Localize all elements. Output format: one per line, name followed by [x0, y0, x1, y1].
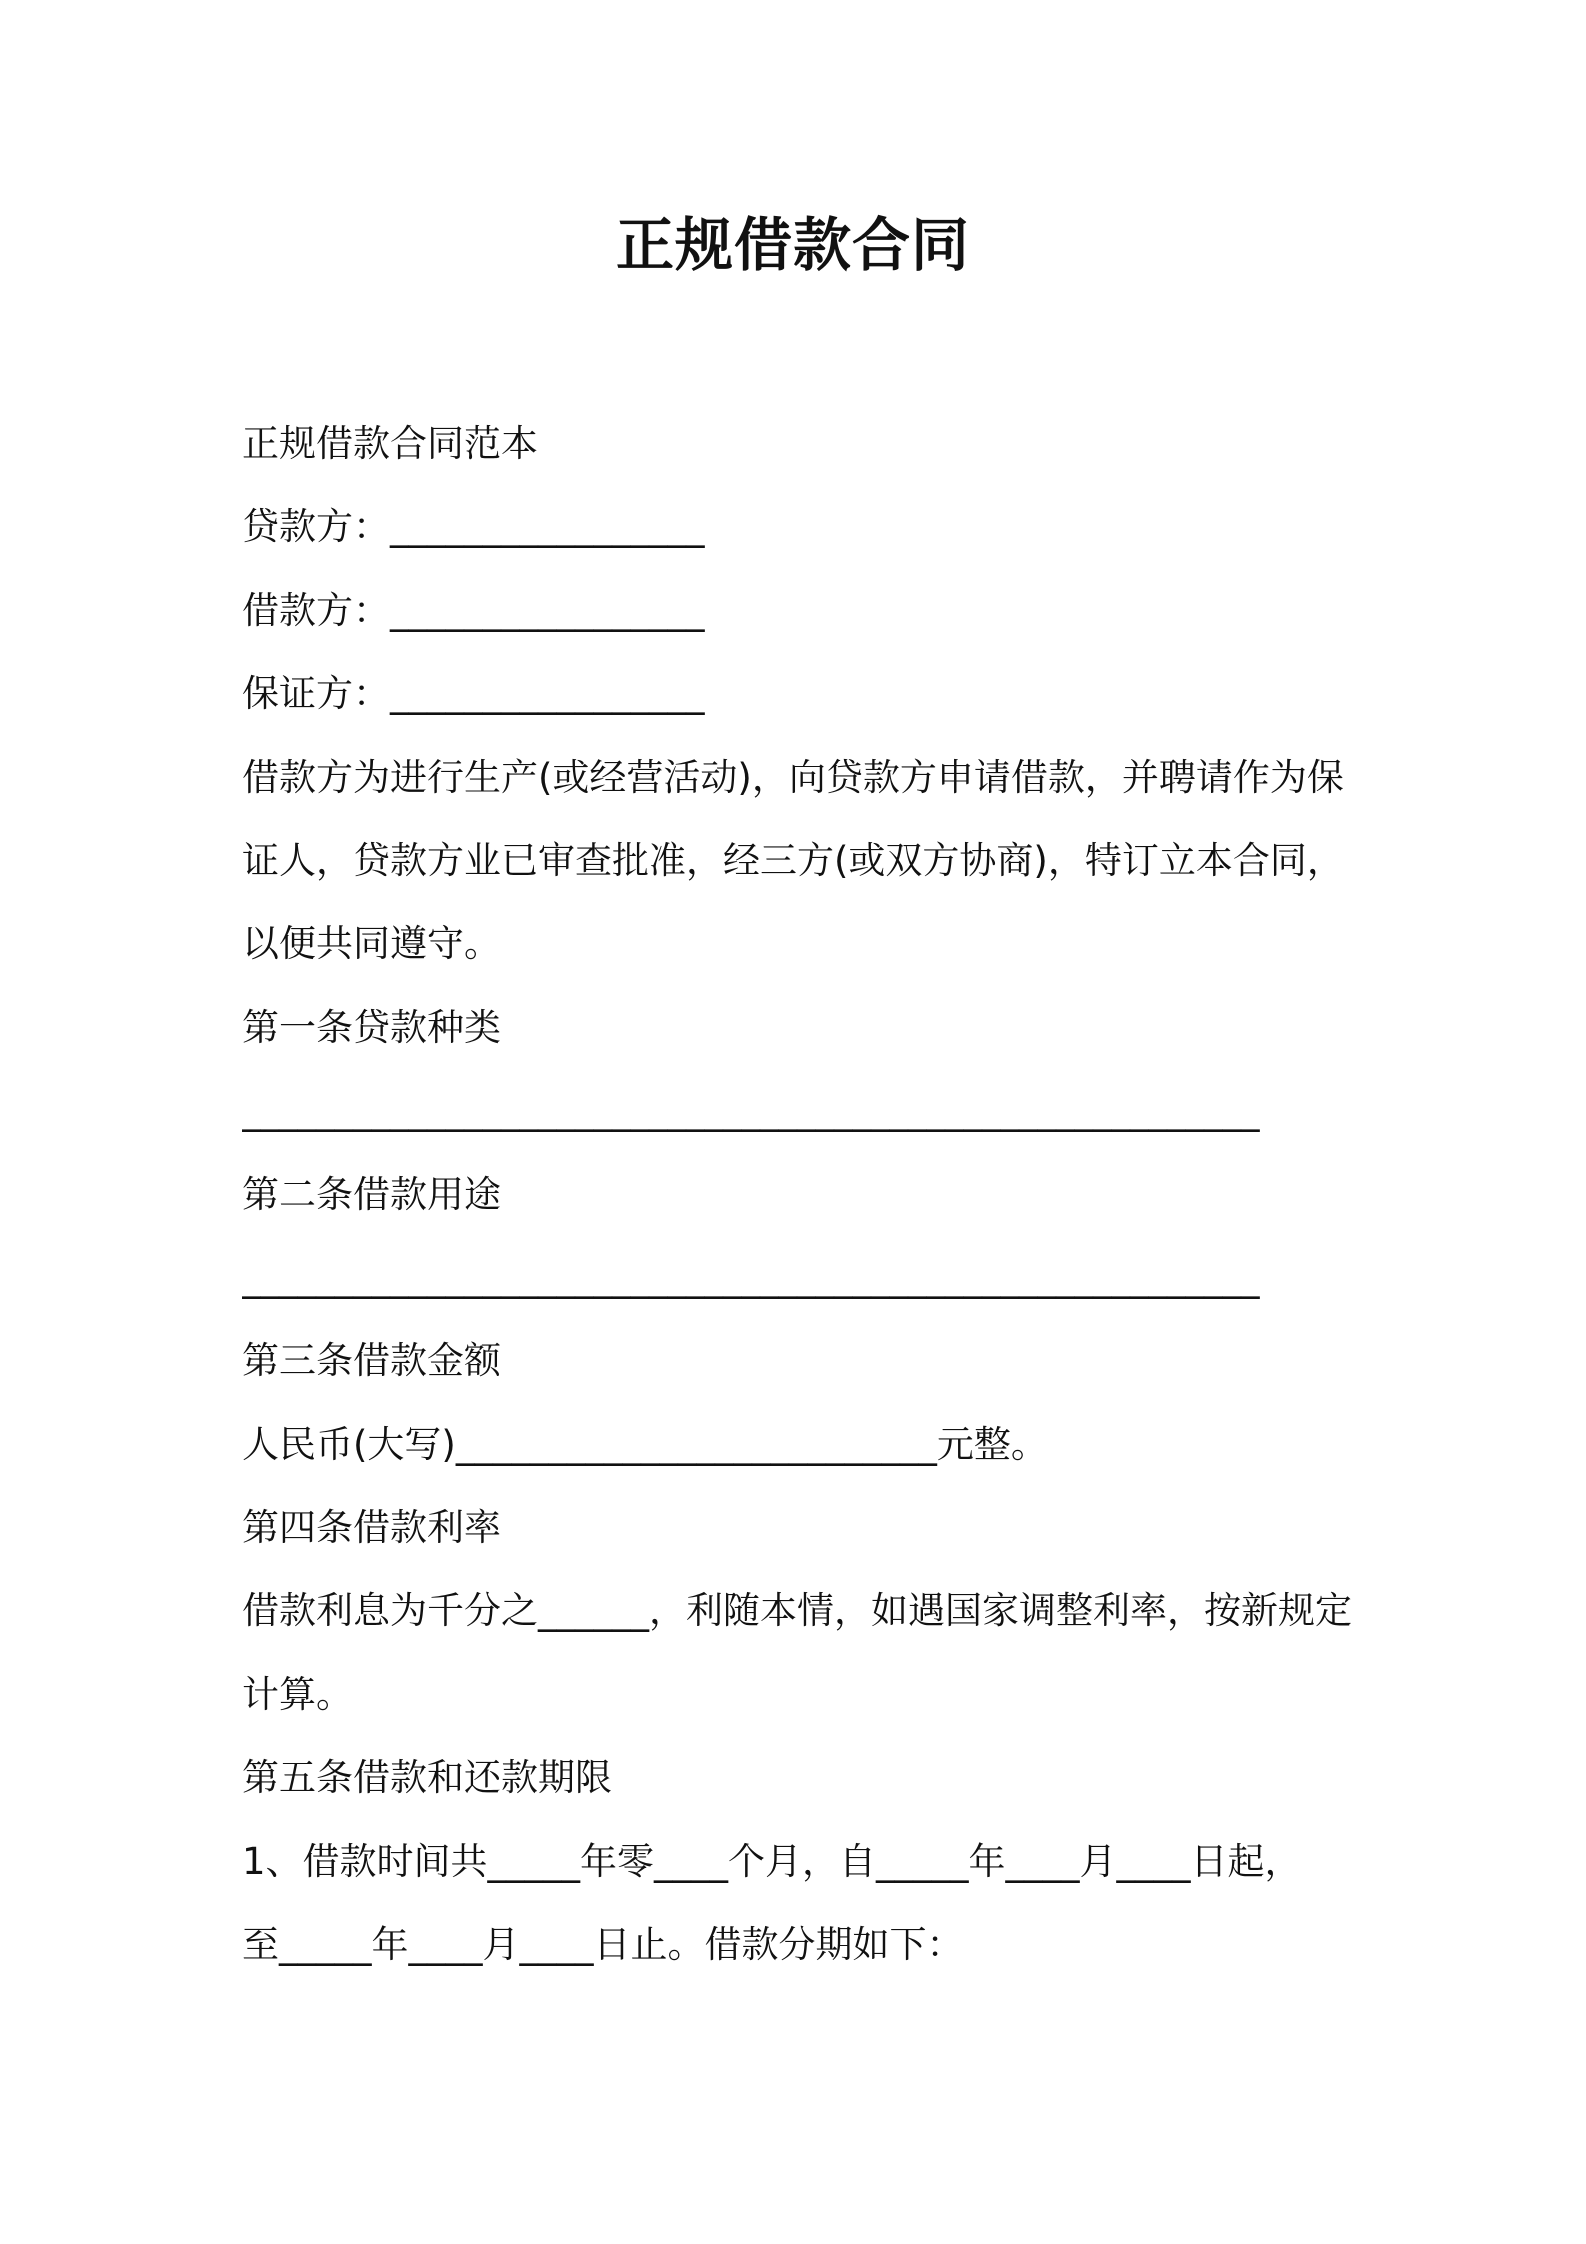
term-line-1: 1、借款时间共_____年零____个月，自_____年____月____日起，	[242, 1839, 1302, 1883]
term-line-2: 至_____年____月____日止。借款分期如下：	[242, 1923, 964, 1967]
document-title: 正规借款合同	[615, 211, 970, 279]
article-1-blank: _______________________________________________________	[242, 1089, 1260, 1133]
article-2-heading: 第二条借款用途	[242, 1172, 501, 1216]
borrower-field: 借款方：_________________	[242, 588, 705, 632]
template-subtitle: 正规借款合同范本	[242, 422, 538, 465]
interest-line-2: 计算。	[242, 1672, 353, 1716]
preamble-line-1: 借款方为进行生产(或经营活动)，向贷款方申请借款，并聘请作为保	[242, 755, 1344, 799]
article-5-heading: 第五条借款和还款期限	[242, 1756, 612, 1800]
guarantor-field: 保证方：_________________	[242, 672, 705, 716]
loan-amount-line: 人民币(大写)__________________________元整。	[242, 1422, 1048, 1466]
article-2-blank: _______________________________________________________	[242, 1255, 1260, 1299]
preamble-line-3: 以便共同遵守。	[242, 922, 501, 966]
article-3-heading: 第三条借款金额	[242, 1339, 501, 1383]
preamble-line-2: 证人，贷款方业已审查批准，经三方(或双方协商)，特订立本合同，	[242, 838, 1344, 882]
article-4-heading: 第四条借款利率	[242, 1506, 501, 1550]
article-1-heading: 第一条贷款种类	[242, 1005, 501, 1049]
interest-line-1: 借款利息为千分之______，利随本情，如遇国家调整利率，按新规定	[242, 1589, 1352, 1633]
lender-field: 贷款方：_________________	[242, 505, 705, 549]
contract-body	[242, 402, 1362, 1986]
